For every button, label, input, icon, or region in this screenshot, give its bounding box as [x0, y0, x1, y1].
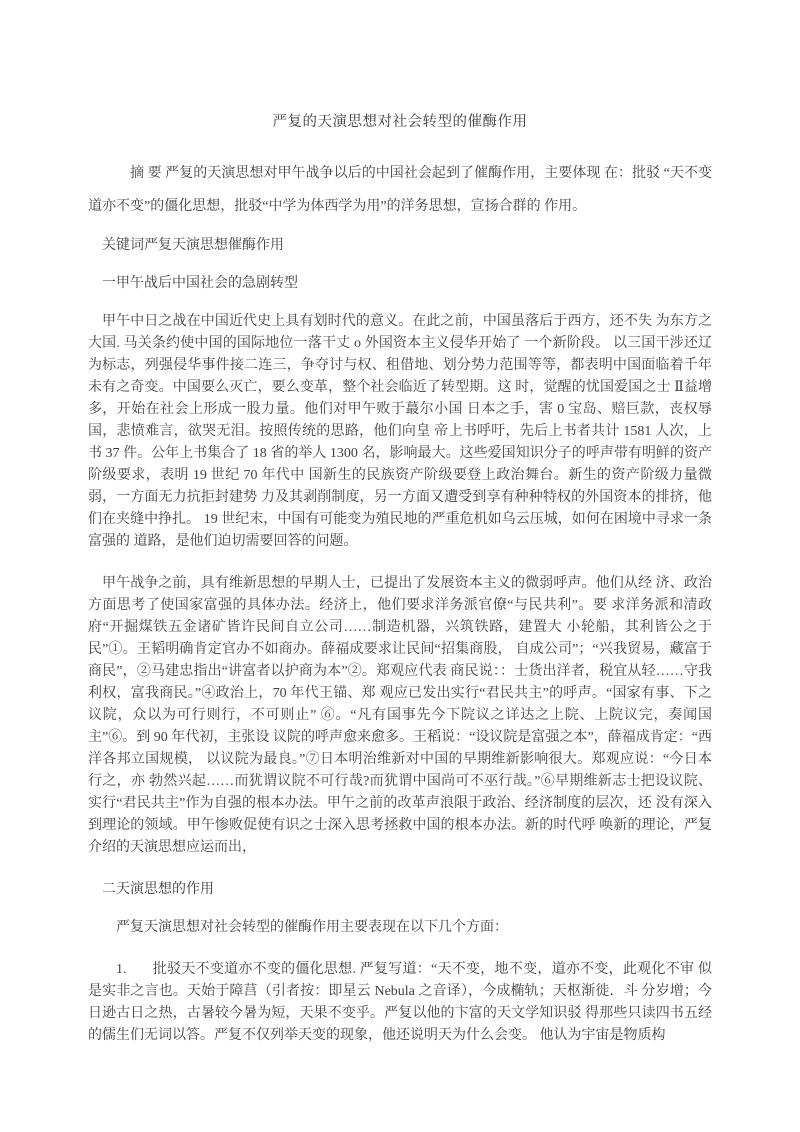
abstract-paragraph: 摘 要 严复的天演思想对甲午战争以后的中国社会起到了催酶作用，主要体现 在：批驳 “天不变道亦不变”的僵化思想，批驳“中学为体西学为用”的洋务思想，宣扬合群的 作用。 [88, 166, 712, 214]
keywords-line: 关键词严复天演思想催酶作用 [102, 238, 284, 253]
section-heading-2: 二天演思想的作用 [102, 882, 214, 897]
body-paragraph-2: 甲午战争之前，具有维新思想的早期人士，已提出了发展资本主义的微弱呼声。他们从经 济、政治方面思考了使国家富强的具体办法。经济上，他们要求洋务派官僚“与民共利”。要 求洋务派和清政府“开掘煤铁五金诸矿皆许民间自立公司……制造机器，兴筑铁路，建置大 小轮船，其利皆公之于民”①。王韬明确肯定官办不如商办。薛福成要求让民间“招集商股， 自成公司”；“兴我贸易，藏富于商民”，②马建忠指出“讲富者以护商为本”②。郑观应代表 商民说：：士货出洋者，税宜从轻……守我利权，富我商民。”④政治上，70 年代王锚、郑 观应已发出实行“君民共主”的呼声。“国家有事、下之议院，众以为可行则行，不可则止” ⑥。“凡有国事先今下院议之详达之上院、上院议完，奏闻国主”⑥。到 90 年代初，主张设 议院的呼声愈来愈多。王稻说：“设议院是富强之本”，薛福成肯定：“西洋各邦立国规模， 以议院为最良。”⑦日本明治维新对中国的早期维新影响很大。郑观应说：“今日本行之，亦 勃然兴起……而犹谓议院不可行哉?而犹谓中国尚可不巫行哉。”⑥早期维新志士把设议院、 实行“君民共主”作为自强的根本办法。甲午之前的改革声浪限于政治、经济制度的层次，还 没有深入到理论的领域。甲午惨败促使有识之士深入思考拯救中国的根本办法。新的时代呼 唤新的理论，严复介绍的天演思想应运而出， [88, 576, 712, 855]
item-number: 1. [116, 962, 127, 977]
document-title: 严复的天演思想对社会转型的催酶作用 [272, 114, 528, 130]
section-2-intro: 严复天演思想对社会转型的催酶作用主要表现在以下几个方面： [116, 920, 508, 935]
section-heading-1: 一甲午战后中国社会的急剧转型 [102, 276, 298, 291]
numbered-item-1 [88, 959, 712, 1047]
item-text: 批驳天不变道亦不变的僵化思想. 严复写道：“天不变，地不变，道亦不变，此观化不审 似是实非之言也。天始于障莒（引者按：即星云 Nebula 之音译），今成椭轨；天枢渐徙．斗 分岁增；今日逊古日之热，古暑较今暑为短，天果不变乎。严复以他的卞富的天文学知识驳 得那些只读四书五经的儒生们无词以答。严复不仅列举天变的现象，他还说明天为什么会变。 他认为宇宙是物质构 [88, 962, 712, 1043]
body-paragraph-1: 甲午中日之战在中国近代史上具有划时代的意义。在此之前，中国虽落后于西方，还不失 为东方之大国. 马关条约使中国的国际地位一落干丈 o 外国资本主义侵华开始了 一个新阶段。 以三国干涉还辽为标志，列强侵华事件接二连三，争夺讨与权、租借地、划分势力范围等等，都表明中国面临着千年未有之奇变。中国要么灭亡，要么变革，整个社会临近了转型期。这 时，觉醒的忧国爱国之士 Ⅱ益增多，开始在社会上形成一股力量。他们对甲午败于蕞尔小国 日本之手，害 0 宝岛、赔巨款，丧权辱国，悲愤难言，欲哭无泪。按照传统的思路，他们向皇 帝上书呼吁，先后上书者共计 1581 人次，上书 37 件。公年上书集合了 18 省的举人 1300 名，影响最大。这些爱国知识分子的呼声带有明鲜的资产阶级要求，表明 19 世纪 70 年代中 国新生的民族资产阶级要登上政治舞台。新生的资产阶级力量微弱，一方面无力抗拒封建势 力及其剥削制度，另一方面又遭受到享有种种特权的外国资本的排挤，他们在夹缝中挣扎。 19 世纪末，中国有可能变为殖民地的严重危机如乌云压城，如何在困境中寻求一条富强的 道路，是他们迫切需要回答的问题。 [88, 314, 712, 549]
